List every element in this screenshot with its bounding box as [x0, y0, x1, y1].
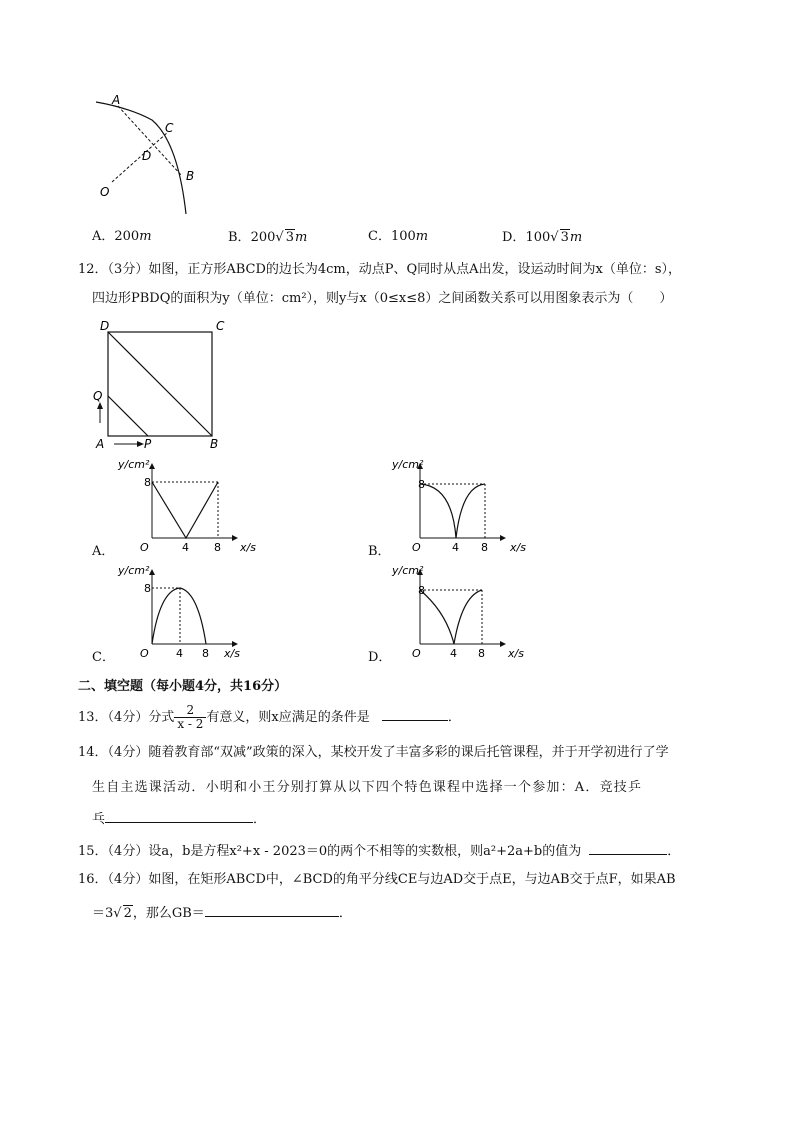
label-b: B — [210, 437, 219, 451]
q12-option-c-letter: C． — [92, 650, 115, 665]
fraction: $\frac{2}{x - 2}$ — [174, 704, 206, 731]
x-label: x/s — [510, 541, 526, 554]
q12-option-b-letter: B． — [368, 544, 391, 559]
x-tick-4: 4 — [450, 647, 457, 660]
q11-option-c: C．100m — [368, 229, 429, 244]
label-a: A — [96, 437, 105, 451]
y-label: y/cm² — [392, 564, 424, 577]
curve — [420, 590, 482, 644]
q14-line1: 14．（4分）随着教育部“双减”政策的深入，某校开发了丰富多彩的课后托管课程，并于开学初进行了学 — [78, 745, 669, 760]
arrow-p-head — [137, 441, 144, 447]
y-tick-8: 8 — [418, 478, 425, 491]
answer-blank[interactable] — [382, 708, 448, 721]
answer-blank[interactable] — [205, 904, 339, 917]
label-a: A — [112, 93, 121, 107]
label-c: C — [216, 319, 225, 333]
x-tick-8: 8 — [214, 541, 221, 554]
q11-option-b: B．200√ 3m — [228, 230, 308, 245]
sqrt-sign: √ — [275, 230, 284, 245]
x-label: x/s — [508, 647, 524, 660]
section-title: 二、填空题（每小题4分，共16分） — [78, 679, 288, 694]
x-tick-4: 4 — [176, 647, 183, 660]
dashed-ac — [118, 106, 182, 176]
q12-graph-c — [112, 562, 262, 662]
x-tick-4: 4 — [452, 541, 459, 554]
q12-graph-d — [380, 562, 530, 662]
q12-graph-b — [380, 456, 530, 556]
label-b: B — [186, 169, 195, 183]
y-label: y/cm² — [118, 564, 150, 577]
q14-line3: 乓 ． — [92, 812, 267, 827]
diagonal-bd — [108, 332, 212, 436]
sqrt-sign: √ — [550, 230, 559, 245]
y-tick-8: 8 — [418, 584, 425, 597]
q16-line2: ＝3√ 2，那么GB＝ ． — [92, 906, 352, 921]
q16-line1: 16．（4分）如图，在矩形ABCD中，∠BCD的角平分线CE与边AD交于点E，与边AB交于点F，如果AB — [78, 872, 676, 887]
q13: 13．（4分）分式 $\frac{2}{x - 2}$ 有意义，则x应满足的条件是 ． — [78, 703, 461, 731]
x-label: x/s — [224, 647, 240, 660]
label-q: Q — [93, 389, 103, 403]
origin-label: O — [140, 647, 149, 660]
x-tick-8: 8 — [481, 541, 488, 554]
q12-line1: 12．（3分）如图，正方形ABCD的边长为4cm，动点P、Q同时从点A出发，设运动时间为x（单位：s）， — [78, 262, 682, 277]
answer-blank[interactable] — [105, 810, 253, 823]
q12-option-a-letter: A． — [92, 544, 115, 559]
x-label: x/s — [240, 541, 256, 554]
y-label: y/cm² — [118, 458, 150, 471]
q12-option-d-letter: D． — [368, 650, 392, 665]
x-tick-8: 8 — [202, 647, 209, 660]
y-tick-8: 8 — [144, 476, 151, 489]
q12-square-diagram — [88, 318, 238, 453]
curve — [420, 484, 485, 538]
q12-line2: 四边形PBDQ的面积为y（单位：cm²），则y与x（0≤x≤8）之间函数关系可以用图象表示为（ ） — [92, 291, 673, 306]
y-tick-8: 8 — [144, 582, 151, 595]
y-label: y/cm² — [392, 458, 424, 471]
origin-label: O — [140, 541, 149, 554]
arrow-q-head — [97, 402, 103, 409]
label-d: D — [142, 149, 152, 163]
origin-label: O — [412, 647, 421, 660]
x-tick-8: 8 — [478, 647, 485, 660]
q14-line2: 生自主选课活动．小明和小王分别打算从以下四个特色课程中选择一个参加：A．竞技乒 — [92, 780, 643, 795]
q11-option-d: D．100√ 3m — [502, 230, 583, 245]
q11-option-a: A．200m — [92, 229, 152, 244]
answer-blank[interactable] — [589, 842, 667, 855]
sqrt-sign: √ — [113, 906, 122, 921]
q11-diagram — [90, 90, 210, 220]
curve — [152, 482, 218, 538]
q15: 15．（4分）设a，b是方程x²+x - 2023＝0的两个不相等的实数根，则a²+2a+b的值为 ． — [78, 844, 681, 859]
q12-graph-a — [112, 456, 262, 556]
origin-label: O — [412, 541, 421, 554]
x-tick-4: 4 — [182, 541, 189, 554]
label-p: P — [144, 437, 152, 451]
dashed-oc — [112, 132, 168, 182]
arc-curve — [96, 102, 186, 214]
segment-pq — [108, 396, 148, 436]
label-d: D — [100, 319, 110, 333]
label-c: C — [165, 121, 174, 135]
label-o: O — [100, 185, 110, 199]
curve — [152, 588, 206, 644]
